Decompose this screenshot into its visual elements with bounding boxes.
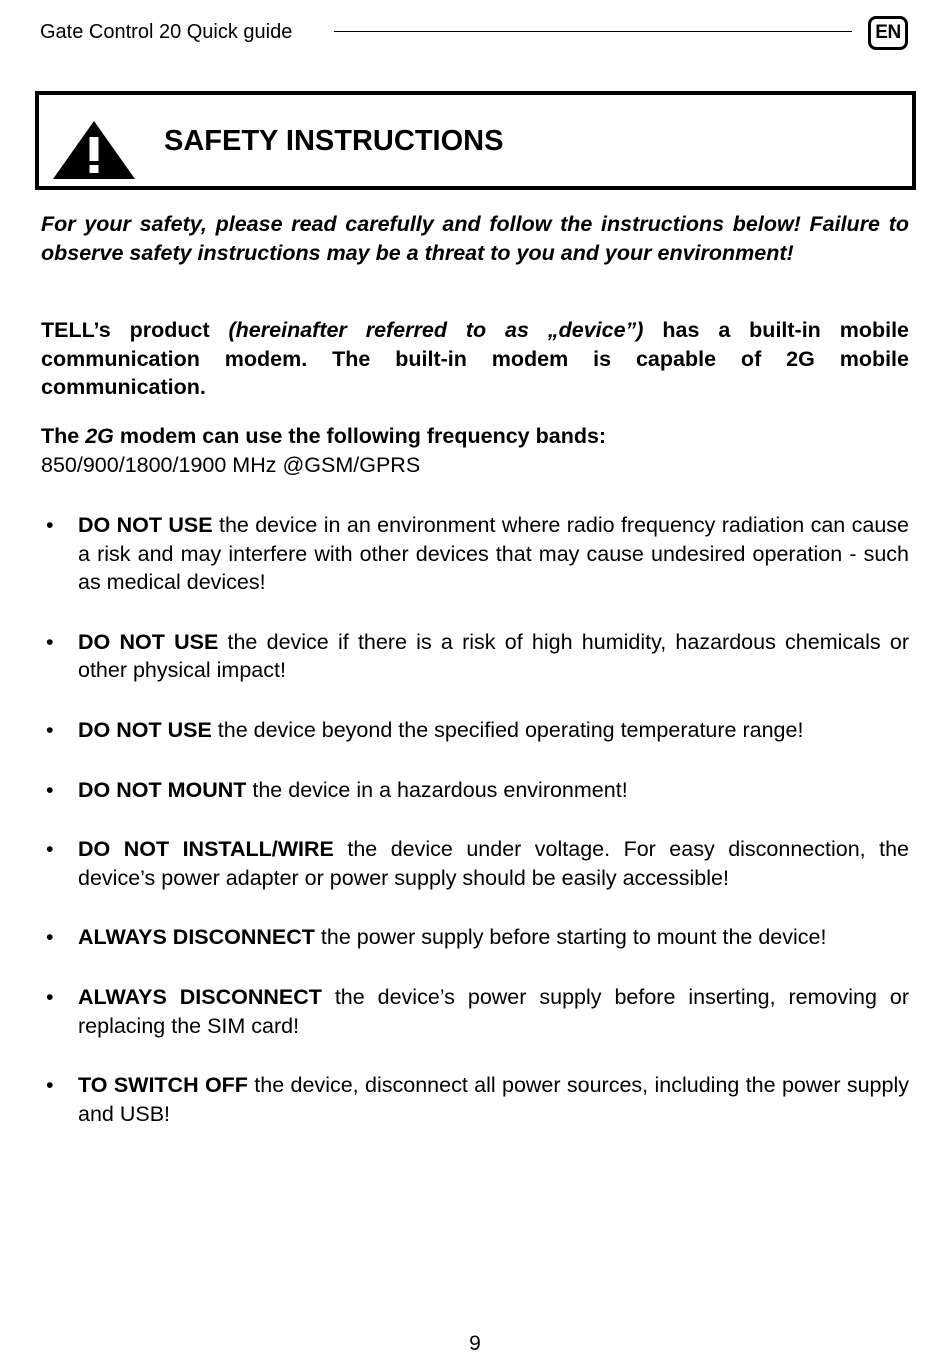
bullet-keyword: ALWAYS DISCONNECT	[78, 925, 315, 950]
bands-title-post: modem can use the following frequency bands:	[113, 424, 607, 448]
bullet-text: the device beyond the specified operating temperature range!	[211, 717, 804, 742]
list-item	[41, 923, 909, 952]
bullet-icon: •	[46, 629, 54, 654]
header-divider	[334, 31, 852, 32]
list-item	[41, 716, 909, 745]
bands-title-italic: 2G	[85, 424, 114, 448]
list-item	[41, 983, 909, 1040]
warning-triangle-icon	[51, 119, 137, 181]
bullet-icon: •	[46, 513, 54, 537]
list-item	[41, 1071, 909, 1128]
language-badge: EN	[868, 16, 908, 50]
bullet-icon: •	[46, 984, 54, 1009]
document-title: Gate Control 20 Quick guide	[40, 21, 293, 43]
product-lead: TELL’s product	[41, 318, 229, 342]
bullet-keyword: DO NOT USE	[78, 717, 212, 742]
bands-title-pre: The	[41, 424, 86, 448]
bullet-keyword: DO NOT INSTALL/WIRE	[78, 837, 334, 862]
bullet-icon: •	[46, 777, 54, 802]
page-header	[40, 16, 908, 54]
bullet-icon: •	[46, 1073, 54, 1098]
bullet-keyword: DO NOT USE	[78, 513, 213, 537]
bullet-keyword: DO NOT USE	[78, 629, 219, 654]
bullet-keyword: DO NOT MOUNT	[78, 777, 247, 802]
product-paragraph	[41, 316, 909, 402]
list-item	[41, 835, 909, 892]
bullet-text: the power supply before starting to mount the device!	[314, 925, 827, 950]
intro-paragraph: For your safety, please read carefully and follow the instructions below! Failure to observe safety instructions may be a threat to you and your environment!	[41, 212, 909, 265]
frequency-bands-heading	[41, 422, 909, 451]
list-item	[41, 511, 909, 597]
bullet-text: the device’s power supply before inserting, removing or replacing the SIM card!	[78, 984, 909, 1038]
product-definition: (hereinafter referred to as „device”)	[228, 318, 644, 342]
safety-instructions-box	[35, 91, 916, 190]
section-title: SAFETY INSTRUCTIONS	[164, 125, 504, 157]
list-item	[41, 628, 909, 685]
bullet-text: the device if there is a risk of high humidity, hazardous chemicals or other physical impact!	[78, 629, 909, 683]
bullet-text: the device, disconnect all power sources, including the power supply and USB!	[78, 1073, 909, 1126]
bullet-icon: •	[46, 837, 54, 862]
list-item	[41, 776, 909, 805]
bullet-text: the device under voltage. For easy disconnection, the device’s power adapter or power supply should be easily accessible!	[78, 837, 910, 890]
safety-bullet-list	[41, 511, 909, 1128]
frequency-bands-value: 850/900/1800/1900 MHz @GSM/GPRS	[41, 453, 421, 477]
bullet-text: the device in an environment where radio frequency radiation can cause a risk and may interfere with other devices that may cause undesired operation - such as medical devices!	[78, 513, 909, 595]
bullet-icon: •	[46, 717, 54, 742]
product-description: has a built-in mobile communication modem. The built-in modem is capable of 2G mobile communication.	[41, 318, 909, 400]
bullet-text: the device in a hazardous environment!	[246, 777, 628, 802]
bullet-keyword: TO SWITCH OFF	[78, 1073, 248, 1098]
bullet-keyword: ALWAYS DISCONNECT	[78, 984, 322, 1009]
page-number: 9	[469, 1332, 481, 1355]
bullet-icon: •	[46, 925, 54, 950]
